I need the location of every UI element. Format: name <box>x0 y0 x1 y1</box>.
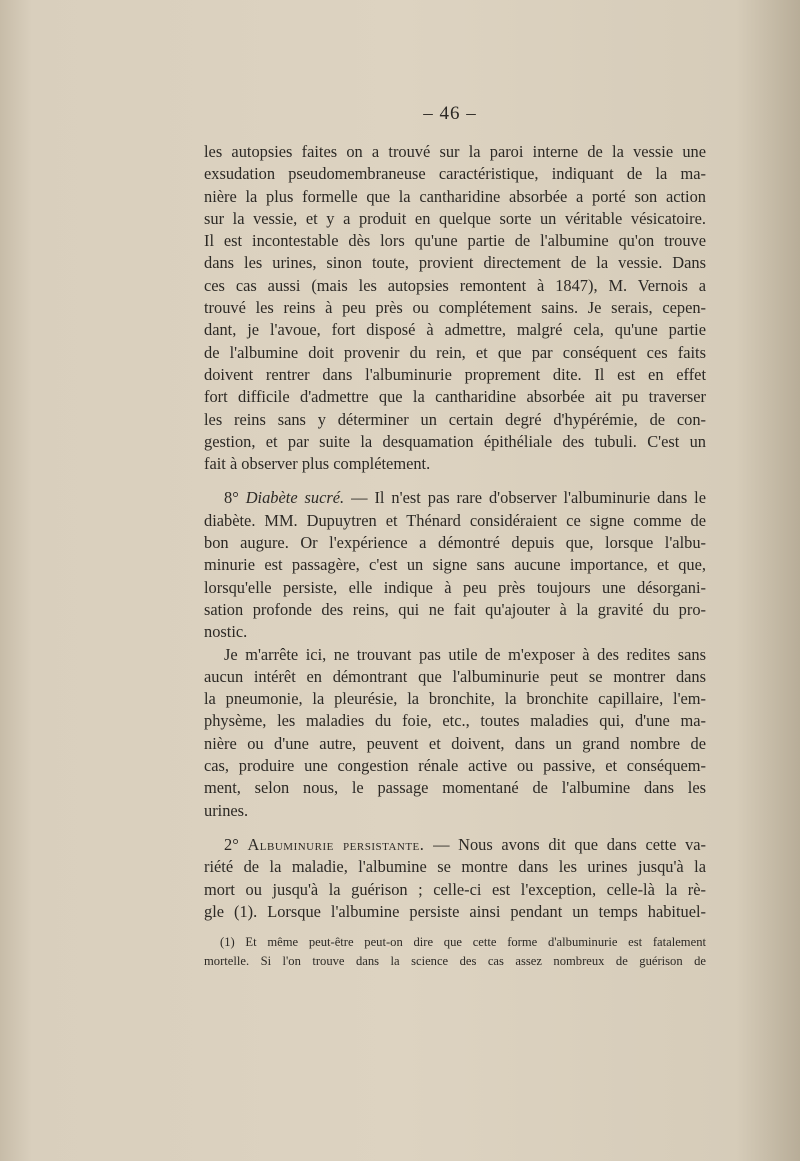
body-text <box>204 141 706 923</box>
text-fragment: — Nous avons dit que dans cette va- <box>424 834 706 854</box>
text-line: gle (1). Lorsque l'albumine persiste ainsi pendant un temps habituel- <box>204 901 706 921</box>
section-number: 8° <box>224 488 239 508</box>
text-line: les autopsies faites on a trouvé sur la paroi interne de la vessie une <box>204 142 706 161</box>
text-line <box>204 834 706 856</box>
text-line: ces cas aussi (mais les autopsies remontent à 1847), M. Vernois a <box>204 275 706 295</box>
text-line: dans les urines, sinon toute, provient directement de la vessie. Dans <box>204 253 706 273</box>
text-line: diabète. MM. Dupuytren et Thénard considéraient ce signe comme de <box>204 510 706 530</box>
text-line: nostic. <box>204 622 248 642</box>
text-line: cas, produire une congestion rénale active ou passive, et conséquem- <box>204 756 706 776</box>
paragraph-diabete <box>204 487 706 643</box>
section-heading: Albuminurie persistante. <box>247 834 425 854</box>
paragraph-albuminurie-persistante <box>204 834 706 923</box>
text-line: bon augure. Or l'expérience a démontré depuis que, lorsque l'albu- <box>204 533 706 553</box>
footnote-line: (1) Et même peut-être peut-on dire que cette forme d'albuminurie est fatalement <box>220 935 706 949</box>
text-line: la pneumonie, la pleurésie, la bronchite, la bronchite capillaire, l'em- <box>204 689 706 709</box>
text-line: minurie est passagère, c'est un signe sans aucune importance, et que, <box>204 555 706 575</box>
paragraph-autopsies <box>204 141 706 475</box>
text-line: sation profonde des reins, qui ne fait qu'ajouter à la gravité du pro- <box>204 599 706 619</box>
text-line: doivent rentrer dans l'albuminurie proprement dite. Il est en effet <box>204 364 706 384</box>
text-line: riété de la maladie, l'albumine se montre dans les urines jusqu'à la <box>204 857 706 877</box>
text-line: aucun intérêt en démontrant que l'albuminurie peut se montrer dans <box>204 666 706 686</box>
section-heading: Diabète sucré. <box>245 488 345 508</box>
text-line: fait à observer plus complétement. <box>204 454 431 474</box>
text-line: lorsqu'elle persiste, elle indique à peu près toujours une désorgani- <box>204 577 706 597</box>
text-line: dant, je l'avoue, fort disposé à admettre, malgré cela, qu'une partie <box>204 320 706 340</box>
text-line: mort ou jusqu'à la guérison ; celle-ci est l'exception, celle-là la rè- <box>204 879 706 899</box>
text-line: gestion, et par suite la desquamation épithéliale des tubuli. C'est un <box>204 431 706 451</box>
text-line: exsudation pseudomembraneuse caractéristique, indiquant de la ma- <box>204 164 706 184</box>
text-line: Je m'arrête ici, ne trouvant pas utile de m'exposer à des redites sans <box>224 644 706 664</box>
footnote <box>204 933 706 971</box>
text-line: nière la plus formelle que la cantharidine absorbée a porté son action <box>204 186 706 206</box>
text-fragment: — Il n'est pas rare d'observer l'albuminurie dans le <box>344 488 706 508</box>
text-line: nière ou d'une autre, peuvent et doivent, dans un grand nombre de <box>204 733 706 753</box>
text-line: urines. <box>204 800 249 820</box>
text-line: trouvé les reins à peu près ou complétement sains. Je serais, cepen- <box>204 298 706 318</box>
text-line <box>204 487 706 509</box>
page-number: – 46 – <box>423 103 477 124</box>
footnote-line: mortelle. Si l'on trouve dans la science des cas assez nombreux de guérison de <box>204 954 706 968</box>
text-line: physème, les maladies du foie, etc., toutes maladies qui, d'une ma- <box>204 711 706 731</box>
text-line: Il est incontestable dès lors qu'une partie de l'albumine qu'on trouve <box>204 231 706 251</box>
text-line: ment, selon nous, le passage momentané de l'albumine dans les <box>204 778 706 798</box>
text-line: sur la vessie, et y a produit en quelque sorte un véritable vésicatoire. <box>204 208 706 228</box>
text-line: fort difficile d'admettre que la cantharidine absorbée ait pu traverser <box>204 387 706 407</box>
paragraph-redites <box>204 644 706 822</box>
section-number: 2° <box>224 834 239 854</box>
text-line: les reins sans y déterminer un certain degré d'hypérémie, de con- <box>204 409 706 429</box>
text-line: de l'albumine doit provenir du rein, et que par conséquent ces faits <box>204 342 706 362</box>
